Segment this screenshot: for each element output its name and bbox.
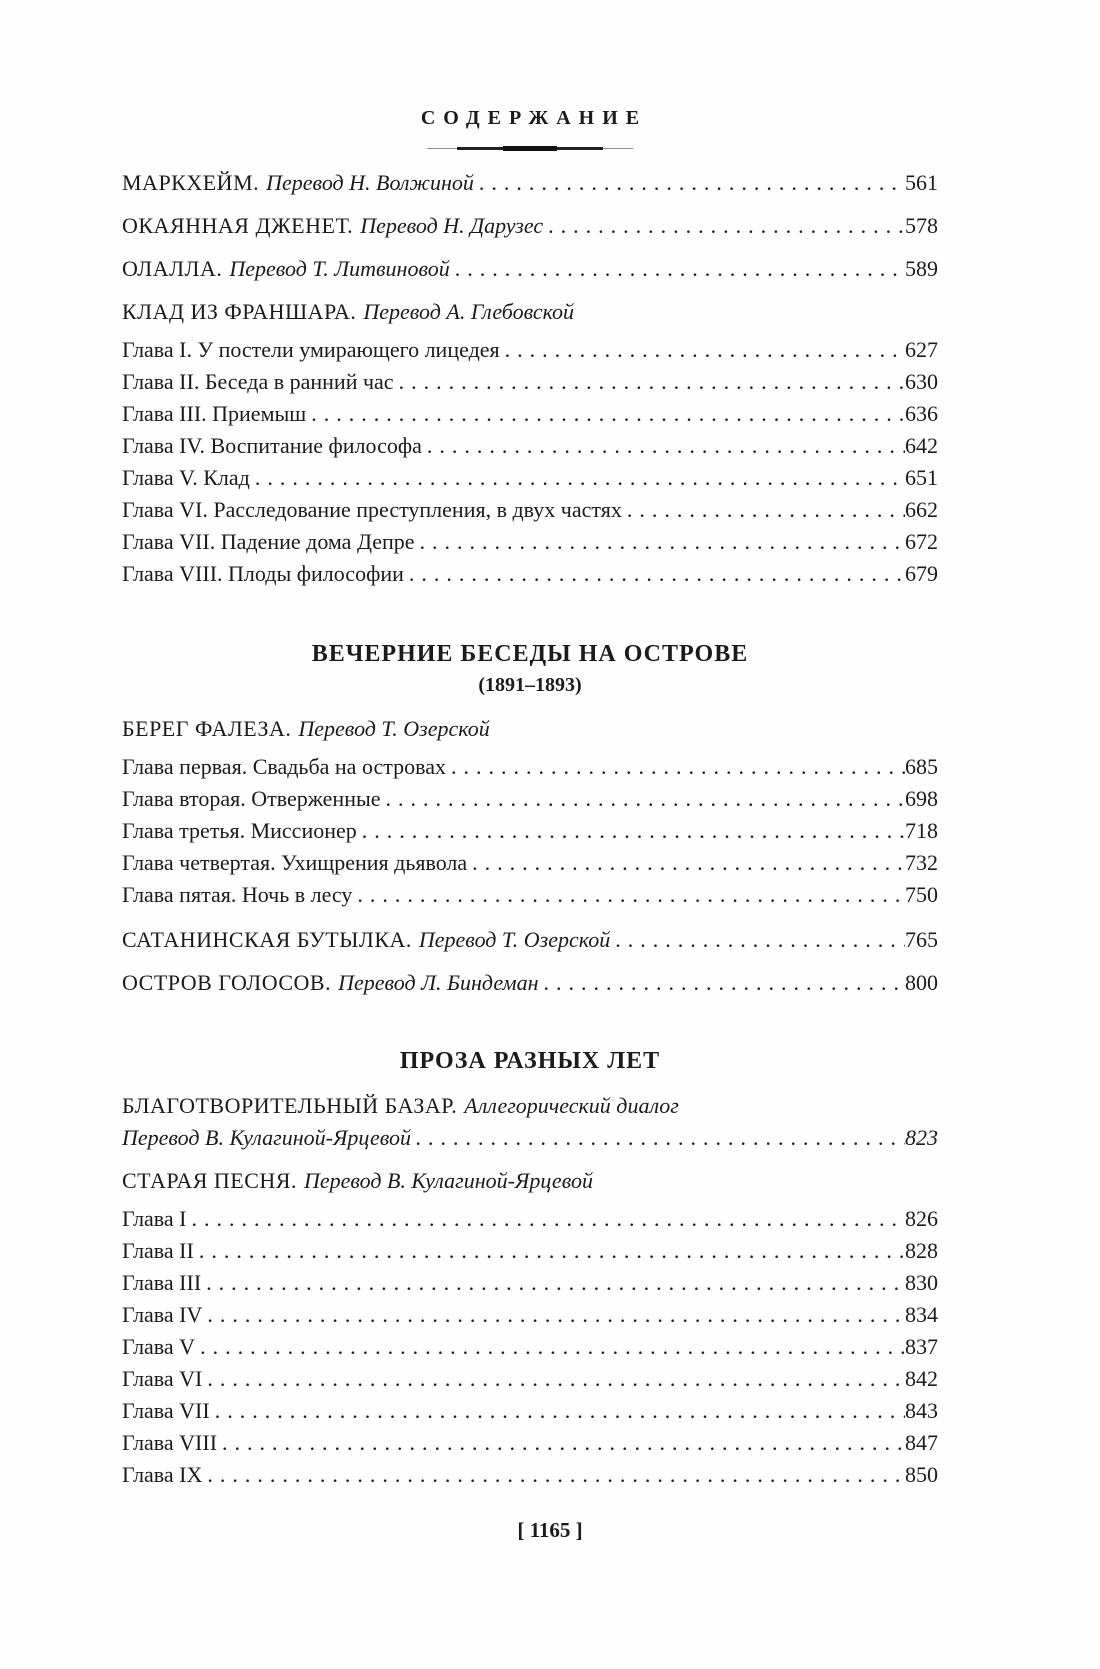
section-years: (1891–1893) <box>478 674 582 696</box>
work-label <box>122 169 474 197</box>
dot-leader <box>250 462 905 494</box>
work-label <box>122 715 490 743</box>
page-title: СОДЕРЖАНИЕ <box>420 107 648 129</box>
dot-leader <box>187 1203 906 1235</box>
page-number: 732 <box>905 850 938 875</box>
section-header <box>122 1045 938 1077</box>
chapter-title: Глава I <box>122 1206 187 1231</box>
dot-leader <box>415 526 905 558</box>
work-label <box>122 212 543 240</box>
work-subtitle: Перевод Т. Озерской <box>298 716 490 741</box>
work-label <box>122 255 450 283</box>
toc-chapter-row <box>122 1267 938 1299</box>
page-number: 589 <box>905 256 938 281</box>
chapter-title: Глава пятая. Ночь в лесу <box>122 882 353 907</box>
rule-thick-bar <box>503 146 557 151</box>
toc-chapter-row <box>122 462 938 494</box>
chapter-title: Глава IV <box>122 1302 203 1327</box>
toc-chapter-row <box>122 1235 938 1267</box>
page-number: 651 <box>905 465 938 490</box>
work-title: БЛАГОТВОРИТЕЛЬНЫЙ БАЗАР. <box>122 1093 458 1118</box>
work-subtitle: Перевод Н. Волжиной <box>266 170 474 195</box>
dot-leader <box>194 1235 905 1267</box>
chapter-title: Глава III <box>122 1270 202 1295</box>
page-number: 837 <box>905 1334 938 1359</box>
toc-chapter-row <box>122 879 938 911</box>
toc-work-row <box>122 255 938 283</box>
page-number: 685 <box>905 754 938 779</box>
work-title: ОЛАЛЛА. <box>122 256 223 281</box>
dot-leader <box>202 1299 905 1331</box>
contents-column <box>122 0 938 1491</box>
work-subtitle: Перевод В. Кулагиной-Ярцевой <box>303 1168 593 1193</box>
work-title: БЕРЕГ ФАЛЕЗА. <box>122 716 292 741</box>
toc-chapter-row <box>122 1363 938 1395</box>
toc-chapter-row <box>122 1395 938 1427</box>
dot-leader <box>394 366 905 398</box>
chapter-title: Глава третья. Миссионер <box>122 818 357 843</box>
dot-leader <box>210 1395 905 1427</box>
dot-leader <box>450 255 905 283</box>
section-title: ВЕЧЕРНИЕ БЕСЕДЫ НА ОСТРОВЕ <box>311 641 749 667</box>
page-number: 636 <box>905 401 938 426</box>
toc-work-row <box>122 169 938 197</box>
toc-chapter-row <box>122 847 938 879</box>
dot-leader <box>201 1267 905 1299</box>
dot-leader <box>404 558 905 590</box>
toc-work-continuation-row <box>122 1124 938 1152</box>
page-number: 642 <box>905 433 938 458</box>
page-number: 847 <box>905 1430 938 1455</box>
work-continuation-text: Перевод В. Кулагиной-Ярцевой <box>122 1125 412 1150</box>
page-number: 578 <box>905 213 938 238</box>
work-subtitle: Перевод Л. Биндеман <box>338 970 539 995</box>
page-number: 627 <box>905 337 938 362</box>
page-number: 826 <box>905 1206 938 1231</box>
page-number: 843 <box>905 1398 938 1423</box>
toc-chapter-row <box>122 1203 938 1235</box>
toc-chapter-row <box>122 430 938 462</box>
dot-leader <box>500 334 905 366</box>
toc-chapter-row <box>122 815 938 847</box>
toc-work-row <box>122 212 938 240</box>
toc-chapter-row <box>122 398 938 430</box>
work-label <box>122 969 538 997</box>
toc-work-row <box>122 926 938 954</box>
dot-leader <box>352 879 905 911</box>
toc-chapter-row <box>122 526 938 558</box>
page-number: 561 <box>905 170 938 195</box>
toc-chapter-row <box>122 494 938 526</box>
work-label <box>122 1092 679 1120</box>
dot-leader <box>381 783 905 815</box>
toc-chapter-row <box>122 751 938 783</box>
chapter-title: Глава I. У постели умирающего лицедея <box>122 337 500 362</box>
toc-list <box>122 169 938 1491</box>
page-number: 750 <box>905 882 938 907</box>
chapter-title: Глава IX <box>122 1462 203 1487</box>
dot-leader <box>357 815 905 847</box>
page-number: 698 <box>905 786 938 811</box>
toc-work-row <box>122 969 938 997</box>
dot-leader <box>543 212 905 240</box>
dot-leader <box>474 169 905 197</box>
dot-leader <box>610 926 905 954</box>
toc-work-row <box>122 715 938 743</box>
page-number: 765 <box>905 927 938 952</box>
work-title: МАРКХЕЙМ. <box>122 170 260 195</box>
toc-chapter-row <box>122 334 938 366</box>
chapter-title: Глава VI. Расследование преступления, в двух частях <box>122 497 622 522</box>
chapter-title: Глава первая. Свадьба на островах <box>122 754 447 779</box>
chapter-title: Глава VIII. Плоды философии <box>122 561 404 586</box>
work-title: СТАРАЯ ПЕСНЯ. <box>122 1168 297 1193</box>
toc-chapter-row <box>122 783 938 815</box>
toc-work-row <box>122 1167 938 1195</box>
dot-leader <box>306 398 905 430</box>
work-subtitle: Перевод Т. Озерской <box>418 927 611 952</box>
page-number: 630 <box>905 369 938 394</box>
chapter-title: Глава VII <box>122 1398 210 1423</box>
chapter-title: Глава II. Беседа в ранний час <box>122 369 394 394</box>
dot-leader <box>217 1427 905 1459</box>
chapter-title: Глава V <box>122 1334 196 1359</box>
dot-leader <box>202 1363 905 1395</box>
page-number: 662 <box>905 497 938 522</box>
chapter-title: Глава IV. Воспитание философа <box>122 433 422 458</box>
chapter-title: Глава VII. Падение дома Депре <box>122 529 415 554</box>
toc-chapter-row <box>122 1299 938 1331</box>
chapter-title: Глава четвертая. Ухищрения дьявола <box>122 850 468 875</box>
decorative-rule <box>427 145 633 152</box>
page-number: 834 <box>905 1302 938 1327</box>
work-subtitle: Аллегорический диалог <box>464 1093 679 1118</box>
page-number: 718 <box>905 818 938 843</box>
dot-leader <box>195 1331 905 1363</box>
dot-leader <box>422 430 905 462</box>
section-header <box>122 638 938 700</box>
folio-text: [ 1165 ] <box>517 1518 583 1542</box>
chapter-title: Глава V. Клад <box>122 465 250 490</box>
page-number: 842 <box>905 1366 938 1391</box>
dot-leader <box>446 751 905 783</box>
toc-chapter-row <box>122 1427 938 1459</box>
toc-chapter-row <box>122 558 938 590</box>
work-title: САТАНИНСКАЯ БУТЫЛКА. <box>122 927 412 952</box>
toc-work-row <box>122 1092 938 1120</box>
work-label <box>122 926 610 954</box>
dot-leader <box>411 1124 905 1152</box>
work-subtitle: Перевод Т. Литвиновой <box>229 256 450 281</box>
section-title: ПРОЗА РАЗНЫХ ЛЕТ <box>399 1048 661 1074</box>
chapter-title: Глава вторая. Отверженные <box>122 786 381 811</box>
chapter-title: Глава VIII <box>122 1430 218 1455</box>
page-number: 823 <box>905 1125 938 1150</box>
dot-leader <box>538 969 905 997</box>
work-title: ОКАЯННАЯ ДЖЕНЕТ. <box>122 213 354 238</box>
work-label <box>122 298 574 326</box>
toc-chapter-row <box>122 366 938 398</box>
work-title: КЛАД ИЗ ФРАНШАРА. <box>122 299 357 324</box>
page-number: 828 <box>905 1238 938 1263</box>
dot-leader <box>202 1459 905 1491</box>
toc-chapter-row <box>122 1459 938 1491</box>
folio-page-number <box>0 1515 1100 1545</box>
chapter-title: Глава VI <box>122 1366 203 1391</box>
dot-leader <box>622 494 905 526</box>
toc-chapter-row <box>122 1331 938 1363</box>
page-number: 679 <box>905 561 938 586</box>
page-number: 672 <box>905 529 938 554</box>
page-number: 800 <box>905 970 938 995</box>
work-subtitle: Перевод А. Глебовской <box>363 299 575 324</box>
toc-work-row <box>122 298 938 326</box>
chapter-title: Глава III. Приемыш <box>122 401 307 426</box>
work-subtitle: Перевод Н. Дарузес <box>360 213 544 238</box>
work-label <box>122 1167 593 1195</box>
page-number: 830 <box>905 1270 938 1295</box>
dot-leader <box>467 847 905 879</box>
chapter-title: Глава II <box>122 1238 194 1263</box>
page-number: 850 <box>905 1462 938 1487</box>
work-title: ОСТРОВ ГОЛОСОВ. <box>122 970 332 995</box>
